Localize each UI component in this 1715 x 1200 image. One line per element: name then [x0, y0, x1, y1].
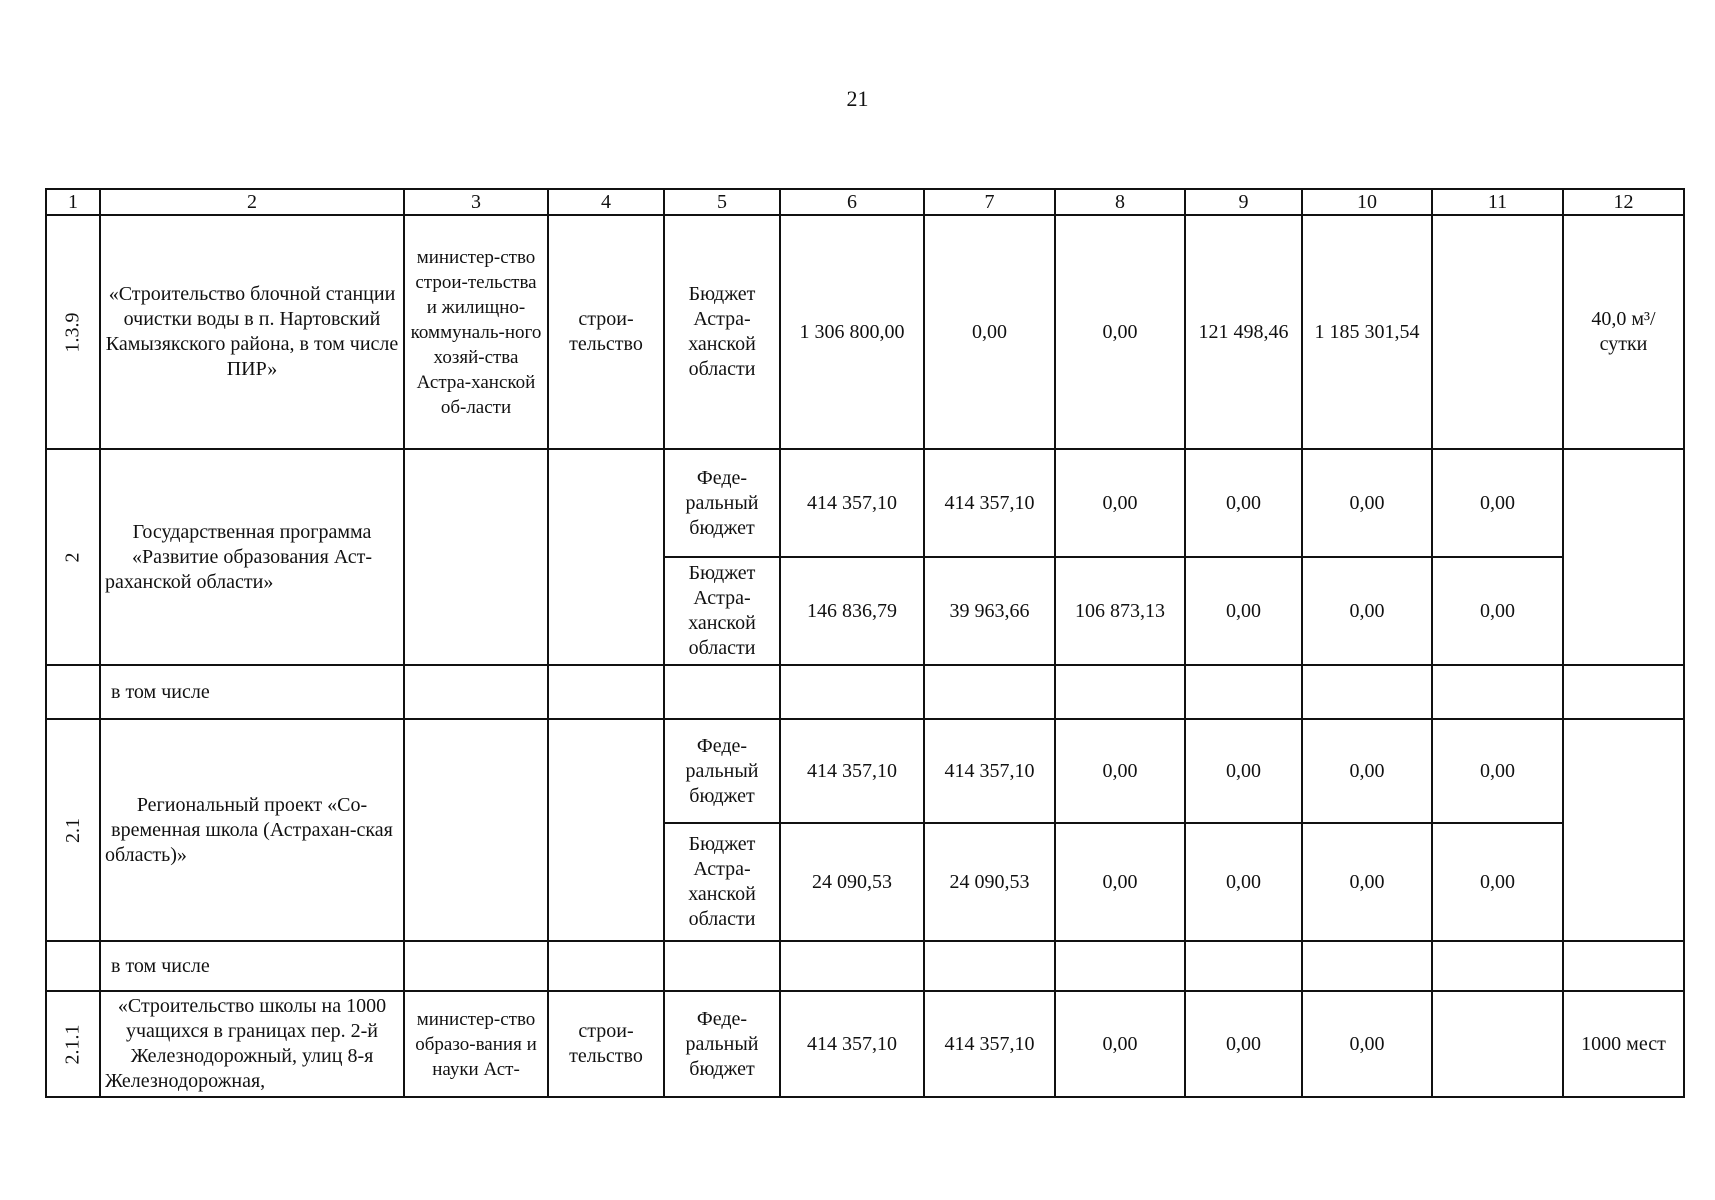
capacity-cell: 1000 мест	[1563, 991, 1684, 1097]
value-cell: 39 963,66	[924, 557, 1055, 665]
executor-cell: министер-ство образо-вания и науки Аст-	[404, 991, 548, 1097]
value-cell: 0,00	[1185, 991, 1302, 1097]
value-cell: 24 090,53	[924, 823, 1055, 941]
column-number: 2	[100, 189, 404, 215]
column-number: 6	[780, 189, 924, 215]
table-row-2-1-1	[46, 991, 1684, 1097]
value-cell: 146 836,79	[780, 557, 924, 665]
column-number: 11	[1432, 189, 1563, 215]
value-cell: 0,00	[1302, 719, 1432, 823]
empty-cell	[404, 941, 548, 991]
column-number: 7	[924, 189, 1055, 215]
page-number: 21	[846, 86, 869, 111]
value-cell: 0,00	[1432, 557, 1563, 665]
work-type-cell	[548, 719, 664, 941]
row-number: 1.3.9	[46, 215, 100, 449]
table-row-2-1-federal	[46, 719, 1684, 823]
empty-cell	[1055, 941, 1185, 991]
value-cell: 0,00	[1302, 991, 1432, 1097]
table-row-2-federal	[46, 449, 1684, 557]
value-cell: 0,00	[924, 215, 1055, 449]
value-cell: 121 498,46	[1185, 215, 1302, 449]
capacity-cell	[1563, 449, 1684, 665]
executor-cell	[404, 449, 548, 665]
empty-cell	[1432, 941, 1563, 991]
column-number-row	[46, 189, 1684, 215]
empty-cell	[664, 665, 780, 719]
funding-source-cell: Бюджет Астра-ханской области	[664, 823, 780, 941]
empty-cell	[664, 941, 780, 991]
including-row	[46, 665, 1684, 719]
value-cell: 1 306 800,00	[780, 215, 924, 449]
value-cell: 0,00	[1185, 823, 1302, 941]
column-number: 9	[1185, 189, 1302, 215]
empty-cell	[1563, 941, 1684, 991]
empty-cell	[1185, 665, 1302, 719]
funding-source-cell: Феде-ральный бюджет	[664, 991, 780, 1097]
value-cell: 0,00	[1432, 823, 1563, 941]
project-name: «Строительство блочной станции очистки воды в п. Нартовский Камызякского района, в том числе ПИР»	[100, 215, 404, 449]
table-row-1-3-9	[46, 215, 1684, 449]
value-cell: 0,00	[1055, 991, 1185, 1097]
row-number: 2	[46, 449, 100, 665]
value-cell: 0,00	[1302, 449, 1432, 557]
empty-cell	[46, 941, 100, 991]
work-type-cell	[548, 449, 664, 665]
empty-cell	[1302, 941, 1432, 991]
value-cell: 0,00	[1302, 823, 1432, 941]
empty-cell	[46, 665, 100, 719]
column-number: 5	[664, 189, 780, 215]
work-type-cell: строи-тельство	[548, 215, 664, 449]
project-name: «Строительство школы на 1000 учащихся в границах пер. 2-й Железнодорожный, улиц 8-я Железнодорожная,	[100, 991, 404, 1097]
column-number: 3	[404, 189, 548, 215]
value-cell: 0,00	[1302, 557, 1432, 665]
work-type-cell: строи-тельство	[548, 991, 664, 1097]
including-label: в том числе	[100, 941, 404, 991]
executor-cell: министер-ство строи-тельства и жилищно-коммуналь-ного хозяй-ства Астра-ханской об-ласти	[404, 215, 548, 449]
value-cell: 0,00	[1055, 449, 1185, 557]
value-cell: 1 185 301,54	[1302, 215, 1432, 449]
value-cell	[1432, 991, 1563, 1097]
value-cell: 106 873,13	[1055, 557, 1185, 665]
capacity-cell: 40,0 м³/сутки	[1563, 215, 1684, 449]
project-name: Региональный проект «Со-временная школа (Астрахан-ская область)»	[100, 719, 404, 941]
empty-cell	[780, 941, 924, 991]
empty-cell	[1432, 665, 1563, 719]
value-cell: 0,00	[1432, 719, 1563, 823]
value-cell: 414 357,10	[924, 449, 1055, 557]
value-cell: 0,00	[1432, 449, 1563, 557]
value-cell: 414 357,10	[780, 991, 924, 1097]
funding-source-cell: Бюджет Астра-ханской области	[664, 215, 780, 449]
value-cell: 414 357,10	[924, 991, 1055, 1097]
capacity-cell	[1563, 719, 1684, 941]
value-cell	[1432, 215, 1563, 449]
value-cell: 0,00	[1185, 719, 1302, 823]
column-number: 1	[46, 189, 100, 215]
row-number: 2.1	[46, 719, 100, 941]
column-number: 10	[1302, 189, 1432, 215]
executor-cell	[404, 719, 548, 941]
empty-cell	[1185, 941, 1302, 991]
value-cell: 0,00	[1055, 823, 1185, 941]
empty-cell	[924, 665, 1055, 719]
value-cell: 414 357,10	[924, 719, 1055, 823]
value-cell: 24 090,53	[780, 823, 924, 941]
column-number: 4	[548, 189, 664, 215]
budget-table	[45, 188, 1685, 1098]
value-cell: 414 357,10	[780, 719, 924, 823]
including-row	[46, 941, 1684, 991]
empty-cell	[1302, 665, 1432, 719]
empty-cell	[548, 941, 664, 991]
funding-source-cell: Бюджет Астра-ханской области	[664, 557, 780, 665]
value-cell: 414 357,10	[780, 449, 924, 557]
empty-cell	[404, 665, 548, 719]
empty-cell	[924, 941, 1055, 991]
value-cell: 0,00	[1185, 557, 1302, 665]
empty-cell	[1563, 665, 1684, 719]
value-cell: 0,00	[1055, 215, 1185, 449]
value-cell: 0,00	[1185, 449, 1302, 557]
value-cell: 0,00	[1055, 719, 1185, 823]
empty-cell	[1055, 665, 1185, 719]
funding-source-cell: Феде-ральный бюджет	[664, 719, 780, 823]
including-label: в том числе	[100, 665, 404, 719]
column-number: 12	[1563, 189, 1684, 215]
program-name: Государственная программа «Развитие образования Аст-раханской области»	[100, 449, 404, 665]
funding-source-cell: Феде-ральный бюджет	[664, 449, 780, 557]
empty-cell	[548, 665, 664, 719]
row-number: 2.1.1	[46, 991, 100, 1097]
empty-cell	[780, 665, 924, 719]
column-number: 8	[1055, 189, 1185, 215]
